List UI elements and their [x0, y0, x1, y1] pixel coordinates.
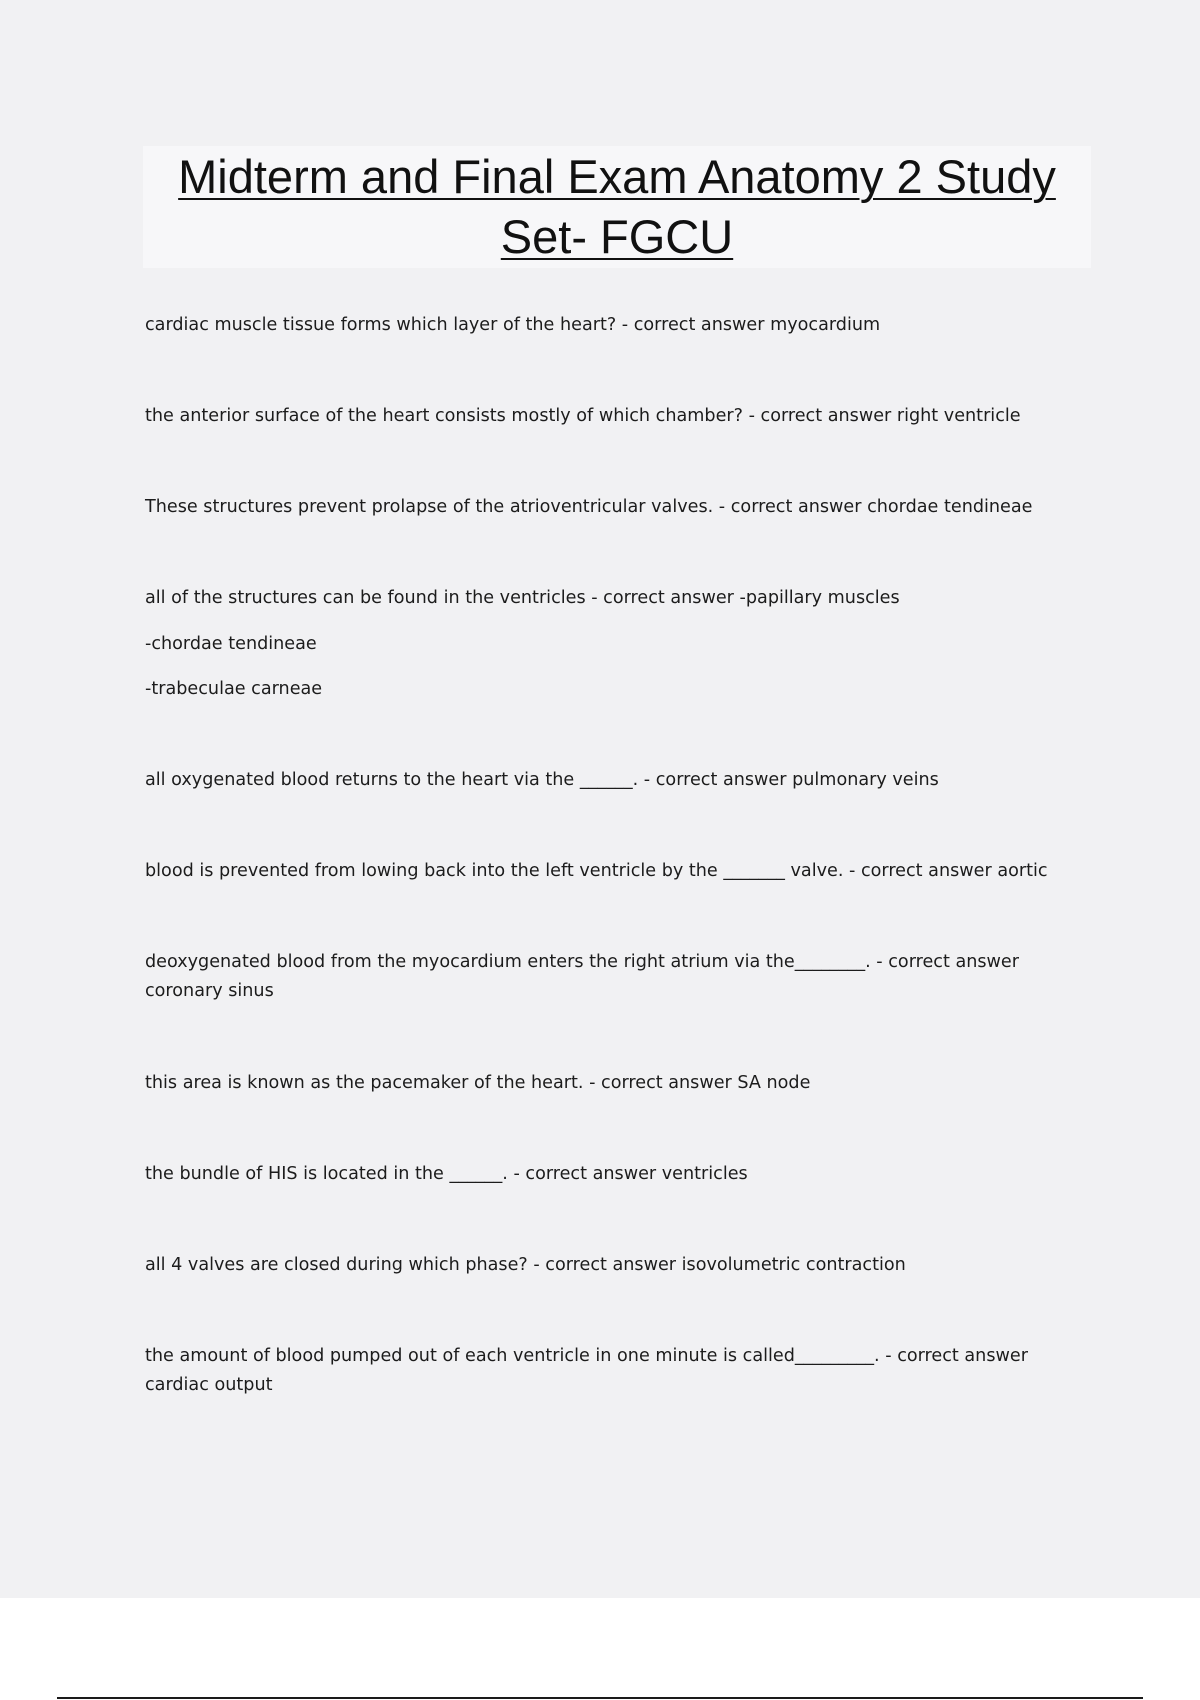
qa-item-4	[145, 584, 1075, 613]
answer-separator: - correct answer	[638, 770, 793, 790]
document-title: Midterm and Final Exam Anatomy 2 Study Set- FGCU	[178, 150, 1056, 263]
answer-separator: - correct answer	[742, 406, 897, 426]
qa-item-1	[145, 311, 1075, 340]
question-text: deoxygenated blood from the myocardium enters the right atrium via the________.	[145, 952, 871, 972]
answer-list-line-2: -chordae tendineae	[145, 634, 317, 654]
answer-text: SA node	[737, 1073, 811, 1093]
question-text: this area is known as the pacemaker of the heart.	[145, 1073, 584, 1093]
qa-item-8	[145, 1069, 1075, 1098]
answer-separator: - correct answer	[870, 952, 1019, 972]
answer-text: chordae tendineae	[867, 497, 1033, 517]
question-text: cardiac muscle tissue forms which layer of the heart?	[145, 315, 617, 335]
title-banner	[143, 146, 1091, 268]
qa-item-3	[145, 493, 1075, 522]
qa-item-9	[145, 1160, 1075, 1189]
answer-text: isovolumetric contraction	[681, 1255, 906, 1275]
answer-text: aortic	[997, 861, 1048, 881]
question-text: the amount of blood pumped out of each ventricle in one minute is called_________.	[145, 1346, 880, 1366]
answer-text: cardiac output	[145, 1375, 273, 1395]
footer-divider	[57, 1697, 1143, 1699]
question-text: all 4 valves are closed during which phase?	[145, 1255, 528, 1275]
answer-separator: - correct answer	[713, 497, 868, 517]
question-text: blood is prevented from lowing back into the left ventricle by the _______ valve.	[145, 861, 844, 881]
answer-text: ventricles	[661, 1164, 748, 1184]
answer-separator: - correct answer	[843, 861, 998, 881]
answer-separator: - correct answer	[616, 315, 771, 335]
qa-item-11	[145, 1342, 1075, 1400]
qa-item-6	[145, 857, 1075, 886]
qa-item-7	[145, 948, 1075, 1006]
question-text: the bundle of HIS is located in the ______.	[145, 1164, 508, 1184]
answer-separator: - correct answer	[583, 1073, 738, 1093]
question-text: all of the structures can be found in the ventricles	[145, 588, 586, 608]
answer-text: coronary sinus	[145, 981, 274, 1001]
question-text: These structures prevent prolapse of the atrioventricular valves.	[145, 497, 714, 517]
answer-list-line-3: -trabeculae carneae	[145, 679, 323, 699]
answer-text: myocardium	[770, 315, 881, 335]
qa-item-2	[145, 402, 1075, 431]
answer-separator: - correct answer	[507, 1164, 662, 1184]
qa-item-10	[145, 1251, 1075, 1280]
answer-separator: - correct answer	[879, 1346, 1028, 1366]
answer-text: -papillary muscles	[739, 588, 900, 608]
question-text: the anterior surface of the heart consists mostly of which chamber?	[145, 406, 743, 426]
qa-item-5	[145, 766, 1075, 795]
question-text: all oxygenated blood returns to the heart via the ______.	[145, 770, 639, 790]
answer-separator: - correct answer	[527, 1255, 682, 1275]
answer-text: right ventricle	[896, 406, 1021, 426]
answer-separator: - correct answer	[585, 588, 740, 608]
answer-text: pulmonary veins	[792, 770, 939, 790]
